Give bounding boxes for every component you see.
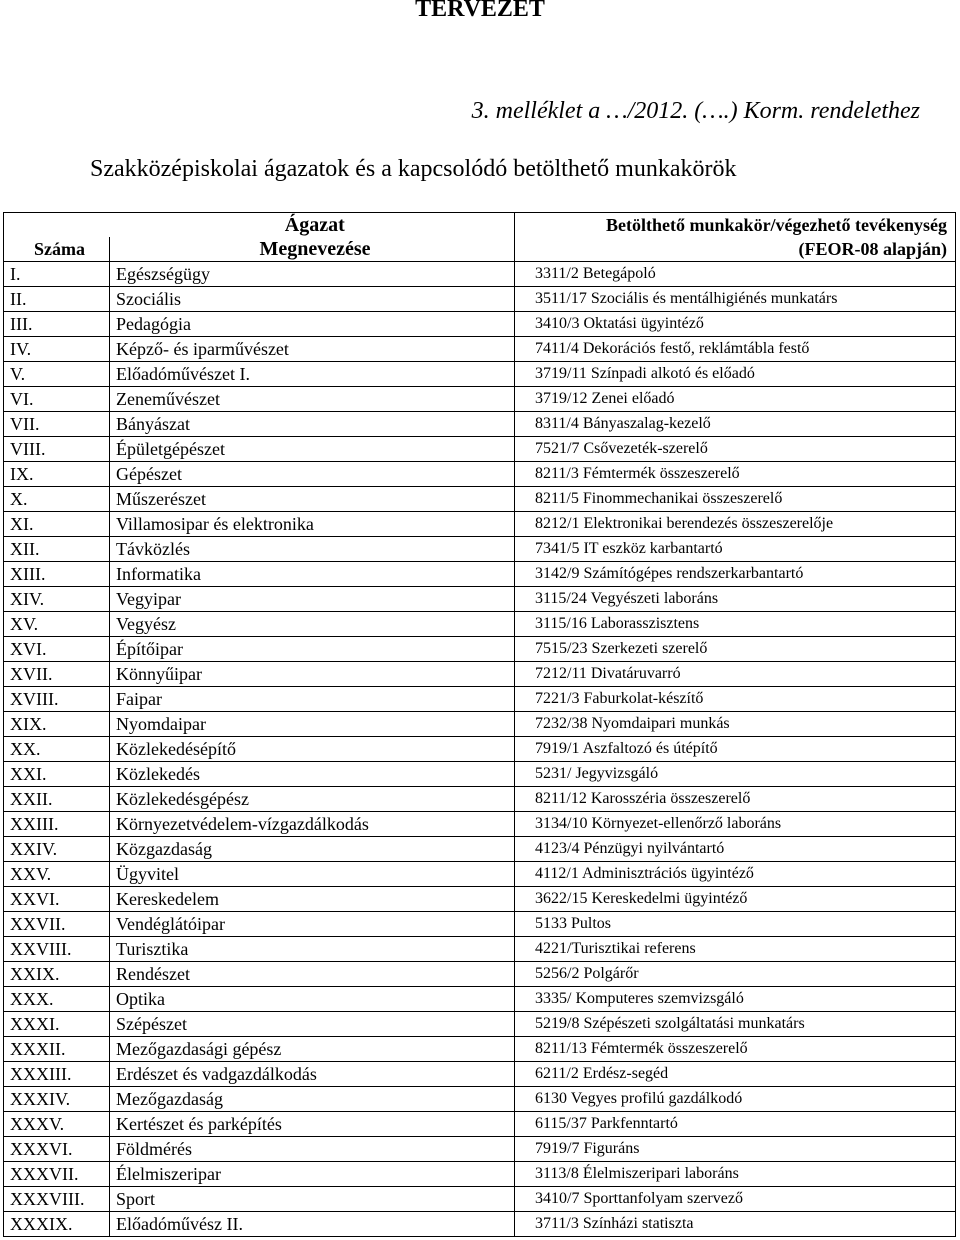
row-number: XXXIX. — [4, 1212, 110, 1237]
sector-name: Közlekedésgépész — [110, 787, 515, 812]
occupation: 4221/Turisztikai referens — [515, 937, 956, 962]
table-body — [4, 262, 956, 1237]
table-row — [4, 687, 956, 712]
occupation: 3410/7 Sporttanfolyam szervező — [515, 1187, 956, 1212]
sector-name: Épületgépészet — [110, 437, 515, 462]
table-row — [4, 287, 956, 312]
table-row — [4, 437, 956, 462]
row-number: XI. — [4, 512, 110, 537]
table-row — [4, 587, 956, 612]
header-feor: (FEOR-08 alapján) — [515, 237, 956, 262]
occupation: 5256/2 Polgárőr — [515, 962, 956, 987]
sector-name: Erdészet és vadgazdálkodás — [110, 1062, 515, 1087]
sector-name: Villamosipar és elektronika — [110, 512, 515, 537]
occupation: 7341/5 IT eszköz karbantartó — [515, 537, 956, 562]
sector-name: Bányászat — [110, 412, 515, 437]
row-number: XIX. — [4, 712, 110, 737]
occupation: 3115/16 Laborasszisztens — [515, 612, 956, 637]
occupation: 5133 Pultos — [515, 912, 956, 937]
sector-name: Sport — [110, 1187, 515, 1212]
occupation: 8211/12 Karosszéria összeszerelő — [515, 787, 956, 812]
row-number: XXXVIII. — [4, 1187, 110, 1212]
row-number: XXVII. — [4, 912, 110, 937]
occupation: 3115/24 Vegyészeti laboráns — [515, 587, 956, 612]
row-number: XXX. — [4, 987, 110, 1012]
row-number: XVII. — [4, 662, 110, 687]
occupation: 7212/11 Divatáruvarró — [515, 662, 956, 687]
header-betoltheto: Betölthető munkakör/végezhető tevékenység — [515, 213, 956, 238]
occupation: 3511/17 Szociális és mentálhigiénés munkatárs — [515, 287, 956, 312]
table-row — [4, 562, 956, 587]
occupation: 3113/8 Élelmiszeripari laboráns — [515, 1162, 956, 1187]
header-szama: Száma — [4, 237, 110, 262]
sector-name: Távközlés — [110, 537, 515, 562]
row-number: XXI. — [4, 762, 110, 787]
occupation: 3142/9 Számítógépes rendszerkarbantartó — [515, 562, 956, 587]
row-number: V. — [4, 362, 110, 387]
row-number: XX. — [4, 737, 110, 762]
sector-name: Rendészet — [110, 962, 515, 987]
sector-name: Gépészet — [110, 462, 515, 487]
occupation: 3134/10 Környezet-ellenőrző laboráns — [515, 812, 956, 837]
table-header-row-2 — [4, 237, 956, 262]
sector-name: Környezetvédelem-vízgazdálkodás — [110, 812, 515, 837]
header-agazat: Ágazat — [110, 213, 515, 238]
occupation: 4123/4 Pénzügyi nyilvántartó — [515, 837, 956, 862]
sector-name: Mezőgazdasági gépész — [110, 1037, 515, 1062]
row-number: III. — [4, 312, 110, 337]
table-row — [4, 1212, 956, 1237]
sector-name: Vegyipar — [110, 587, 515, 612]
table-row — [4, 1062, 956, 1087]
occupation: 7411/4 Dekorációs festő, reklámtábla festő — [515, 337, 956, 362]
table-row — [4, 312, 956, 337]
row-number: XVIII. — [4, 687, 110, 712]
row-number: XVI. — [4, 637, 110, 662]
sector-name: Ügyvitel — [110, 862, 515, 887]
sector-name: Közlekedésépítő — [110, 737, 515, 762]
sector-name: Könnyűipar — [110, 662, 515, 687]
sector-name: Előadóművészet I. — [110, 362, 515, 387]
sector-name: Kereskedelem — [110, 887, 515, 912]
row-number: XXXIV. — [4, 1087, 110, 1112]
occupation: 7515/23 Szerkezeti szerelő — [515, 637, 956, 662]
occupation: 7232/38 Nyomdaipari munkás — [515, 712, 956, 737]
sector-name: Építőipar — [110, 637, 515, 662]
document-title: TERVEZET — [415, 0, 545, 22]
table-row — [4, 812, 956, 837]
occupation: 7919/7 Figuráns — [515, 1137, 956, 1162]
row-number: XXXVI. — [4, 1137, 110, 1162]
table-row — [4, 1187, 956, 1212]
sector-name: Szociális — [110, 287, 515, 312]
table-row — [4, 887, 956, 912]
row-number: I. — [4, 262, 110, 287]
table-row — [4, 937, 956, 962]
occupation: 8212/1 Elektronikai berendezés összeszerelője — [515, 512, 956, 537]
table-row — [4, 912, 956, 937]
row-number: XXV. — [4, 862, 110, 887]
sector-name: Közgazdaság — [110, 837, 515, 862]
row-number: XXXIII. — [4, 1062, 110, 1087]
row-number: XXXII. — [4, 1037, 110, 1062]
table-row — [4, 787, 956, 812]
sector-name: Mezőgazdaság — [110, 1087, 515, 1112]
sector-name: Pedagógia — [110, 312, 515, 337]
table-row — [4, 362, 956, 387]
table-row — [4, 862, 956, 887]
table-row — [4, 1112, 956, 1137]
sector-name: Képző- és iparművészet — [110, 337, 515, 362]
occupation: 7521/7 Csővezeték-szerelő — [515, 437, 956, 462]
row-number: XV. — [4, 612, 110, 637]
row-number: XXII. — [4, 787, 110, 812]
row-number: XXIX. — [4, 962, 110, 987]
occupation: 6130 Vegyes profilú gazdálkodó — [515, 1087, 956, 1112]
row-number: XXVIII. — [4, 937, 110, 962]
annex-reference: 3. melléklet a …/2012. (….) Korm. rendelethez — [471, 98, 920, 124]
table-row — [4, 662, 956, 687]
table-header-row-1 — [4, 213, 956, 238]
sector-name: Zeneművészet — [110, 387, 515, 412]
row-number: VI. — [4, 387, 110, 412]
occupation: 6211/2 Erdész-segéd — [515, 1062, 956, 1087]
table-row — [4, 837, 956, 862]
sector-name: Földmérés — [110, 1137, 515, 1162]
row-number: XXXI. — [4, 1012, 110, 1037]
table-row — [4, 1037, 956, 1062]
table-row — [4, 987, 956, 1012]
row-number: XXIV. — [4, 837, 110, 862]
sector-name: Élelmiszeripar — [110, 1162, 515, 1187]
row-number: X. — [4, 487, 110, 512]
row-number: XXVI. — [4, 887, 110, 912]
row-number: XII. — [4, 537, 110, 562]
occupation: 3719/11 Színpadi alkotó és előadó — [515, 362, 956, 387]
sector-name: Vegyész — [110, 612, 515, 637]
sector-name: Kertészet és parképítés — [110, 1112, 515, 1137]
table-row — [4, 1012, 956, 1037]
table-row — [4, 537, 956, 562]
table-row — [4, 737, 956, 762]
table-row — [4, 962, 956, 987]
table-row — [4, 462, 956, 487]
header-megnevezese: Megnevezése — [110, 237, 515, 262]
occupation: 5231/ Jegyvizsgáló — [515, 762, 956, 787]
occupation: 3311/2 Betegápoló — [515, 262, 956, 287]
sector-name: Szépészet — [110, 1012, 515, 1037]
occupation: 8211/3 Fémtermék összeszerelő — [515, 462, 956, 487]
sector-name: Optika — [110, 987, 515, 1012]
occupation: 4112/1 Adminisztrációs ügyintéző — [515, 862, 956, 887]
row-number: XXXV. — [4, 1112, 110, 1137]
table-row — [4, 762, 956, 787]
sector-name: Egészségügy — [110, 262, 515, 287]
occupation: 7919/1 Aszfaltozó és útépítő — [515, 737, 956, 762]
table-row — [4, 1087, 956, 1112]
occupation: 5219/8 Szépészeti szolgáltatási munkatárs — [515, 1012, 956, 1037]
row-number: VII. — [4, 412, 110, 437]
row-number: XIII. — [4, 562, 110, 587]
header-blank-cell — [4, 213, 110, 238]
table-row — [4, 512, 956, 537]
occupation: 8211/5 Finommechanikai összeszerelő — [515, 487, 956, 512]
sector-name: Faipar — [110, 687, 515, 712]
document-subtitle: Szakközépiskolai ágazatok és a kapcsolódó betölthető munkakörök — [90, 156, 737, 182]
sector-name: Előadóművész II. — [110, 1212, 515, 1237]
table-row — [4, 337, 956, 362]
occupation: 7221/3 Faburkolat-készítő — [515, 687, 956, 712]
sector-name: Turisztika — [110, 937, 515, 962]
table-row — [4, 1162, 956, 1187]
sector-name: Közlekedés — [110, 762, 515, 787]
row-number: IX. — [4, 462, 110, 487]
row-number: IV. — [4, 337, 110, 362]
table-row — [4, 487, 956, 512]
sector-name: Vendéglátóipar — [110, 912, 515, 937]
table-row — [4, 262, 956, 287]
row-number: II. — [4, 287, 110, 312]
table-row — [4, 412, 956, 437]
row-number: XXIII. — [4, 812, 110, 837]
table-row — [4, 612, 956, 637]
occupation: 8211/13 Fémtermék összeszerelő — [515, 1037, 956, 1062]
table-row — [4, 637, 956, 662]
row-number: XXXVII. — [4, 1162, 110, 1187]
occupation: 3335/ Komputeres szemvizsgáló — [515, 987, 956, 1012]
occupation: 3719/12 Zenei előadó — [515, 387, 956, 412]
table-row — [4, 387, 956, 412]
table-row — [4, 1137, 956, 1162]
row-number: XIV. — [4, 587, 110, 612]
sector-name: Nyomdaipar — [110, 712, 515, 737]
table-row — [4, 712, 956, 737]
occupation: 3410/3 Oktatási ügyintéző — [515, 312, 956, 337]
sectors-table — [3, 212, 956, 1237]
occupation: 8311/4 Bányaszalag-kezelő — [515, 412, 956, 437]
occupation: 3622/15 Kereskedelmi ügyintéző — [515, 887, 956, 912]
occupation: 3711/3 Színházi statiszta — [515, 1212, 956, 1237]
occupation: 6115/37 Parkfenntartó — [515, 1112, 956, 1137]
row-number: VIII. — [4, 437, 110, 462]
sector-name: Informatika — [110, 562, 515, 587]
sector-name: Műszerészet — [110, 487, 515, 512]
